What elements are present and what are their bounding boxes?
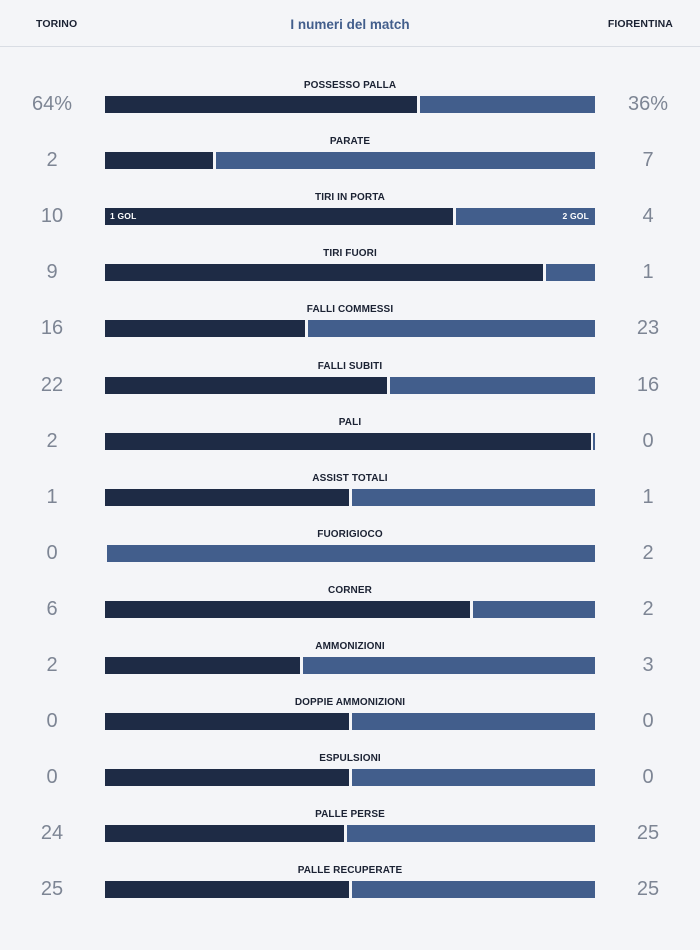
away-value: 2: [642, 597, 654, 620]
page-title: I numeri del match: [290, 17, 410, 32]
comparison-bar: [105, 489, 595, 506]
match-header: [0, 0, 700, 47]
stat-row: [0, 80, 700, 136]
away-bar-segment: [107, 545, 595, 562]
away-value: 2: [642, 541, 654, 564]
stat-label: ASSIST TOTALI: [312, 472, 388, 484]
stat-label: PARATE: [329, 136, 371, 148]
home-value: 10: [40, 205, 64, 228]
comparison-bar: [105, 264, 595, 281]
home-value: 24: [40, 822, 64, 845]
comparison-bar: [105, 601, 595, 618]
comparison-bar: [105, 320, 595, 337]
away-value: 16: [636, 373, 660, 396]
away-value: 1: [642, 261, 654, 284]
stat-label: FALLI COMMESSI: [306, 304, 394, 316]
away-value: 0: [642, 429, 654, 452]
home-goal-note: 1 GOL: [110, 211, 137, 222]
stat-label: CORNER: [328, 584, 372, 596]
stat-row: [0, 585, 700, 641]
away-value: 25: [636, 878, 660, 901]
stat-label: PALI: [338, 416, 362, 428]
away-bar-segment: [303, 657, 595, 674]
stat-row: [0, 753, 700, 809]
away-bar-segment: [352, 881, 596, 898]
home-value: 2: [46, 654, 58, 676]
home-bar-segment: [105, 769, 349, 786]
stat-row: [0, 417, 700, 473]
away-value: 0: [642, 710, 654, 733]
home-value: 2: [46, 429, 58, 452]
away-bar-segment: [456, 208, 595, 225]
comparison-bar: [105, 152, 595, 169]
stat-label: FUORIGIOCO: [317, 528, 383, 540]
stat-row: [0, 192, 700, 248]
stat-row: [0, 641, 700, 697]
away-bar-segment: [593, 433, 595, 450]
stat-label: AMMONIZIONI: [315, 641, 385, 652]
away-bar-segment: [390, 377, 595, 394]
stat-row: [0, 136, 700, 192]
stat-label: ESPULSIONI: [319, 753, 381, 765]
home-bar-segment: [105, 152, 213, 169]
stat-label: FALLI SUBITI: [317, 360, 383, 372]
comparison-bar: [105, 881, 595, 898]
stat-row: [0, 473, 700, 529]
away-goal-note: 2 GOL: [562, 211, 589, 222]
away-team-name: FIORENTINA: [607, 18, 673, 30]
comparison-bar: [105, 769, 595, 786]
away-value: 1: [642, 485, 654, 508]
away-value: 3: [642, 654, 654, 676]
away-bar-segment: [546, 264, 595, 281]
home-value: 16: [40, 317, 64, 340]
stat-label: PALLE PERSE: [315, 809, 385, 821]
stat-row: [0, 809, 700, 865]
home-value: 6: [46, 597, 58, 620]
comparison-bar: [105, 657, 595, 674]
away-value: 25: [636, 822, 660, 845]
away-value: 0: [642, 766, 654, 789]
stat-row: [0, 697, 700, 753]
home-value: 22: [40, 373, 64, 396]
home-bar-segment: [105, 657, 300, 674]
home-value: 0: [46, 710, 58, 733]
comparison-bar: [105, 377, 595, 394]
home-bar-segment: [105, 881, 349, 898]
home-bar-segment: [105, 489, 349, 506]
away-bar-segment: [420, 96, 595, 113]
home-bar-segment: [105, 208, 453, 225]
away-value: 36%: [627, 93, 669, 115]
home-team-name: TORINO: [36, 18, 78, 30]
home-bar-segment: [105, 713, 349, 730]
away-value: 4: [642, 205, 654, 228]
stat-label: DOPPIE AMMONIZIONI: [294, 697, 406, 709]
away-bar-segment: [352, 713, 596, 730]
home-value: 1: [46, 485, 58, 508]
home-value: 25: [40, 878, 64, 901]
home-value: 9: [46, 261, 58, 284]
home-bar-segment: [105, 377, 387, 394]
away-bar-segment: [308, 320, 595, 337]
comparison-bar: [105, 713, 595, 730]
home-bar-segment: [105, 433, 591, 450]
stat-label: TIRI FUORI: [323, 248, 377, 260]
away-bar-segment: [216, 152, 595, 169]
away-bar-segment: [473, 601, 595, 618]
home-bar-segment: [105, 601, 470, 618]
comparison-bar: [105, 96, 595, 113]
comparison-bar: [105, 545, 595, 562]
stat-label: TIRI IN PORTA: [314, 192, 385, 204]
stat-label: PALLE RECUPERATE: [297, 865, 403, 877]
stat-row: [0, 248, 700, 304]
stat-row: [0, 304, 700, 360]
home-bar-segment: [105, 96, 417, 113]
comparison-bar: [105, 825, 595, 842]
away-bar-segment: [352, 489, 596, 506]
home-value: 64%: [31, 93, 73, 115]
comparison-bar: [105, 208, 595, 225]
away-bar-segment: [347, 825, 595, 842]
home-bar-segment: [105, 825, 344, 842]
stat-row: [0, 529, 700, 585]
stat-label: POSSESSO PALLA: [303, 80, 397, 91]
stat-row: [0, 361, 700, 417]
away-value: 23: [636, 317, 660, 340]
comparison-bar: [105, 433, 595, 450]
home-value: 0: [46, 541, 58, 564]
home-value: 0: [46, 766, 58, 789]
away-bar-segment: [352, 769, 596, 786]
home-bar-segment: [105, 320, 305, 337]
stat-row: [0, 865, 700, 921]
home-value: 2: [46, 149, 58, 172]
home-bar-segment: [105, 264, 543, 281]
away-value: 7: [642, 149, 654, 172]
